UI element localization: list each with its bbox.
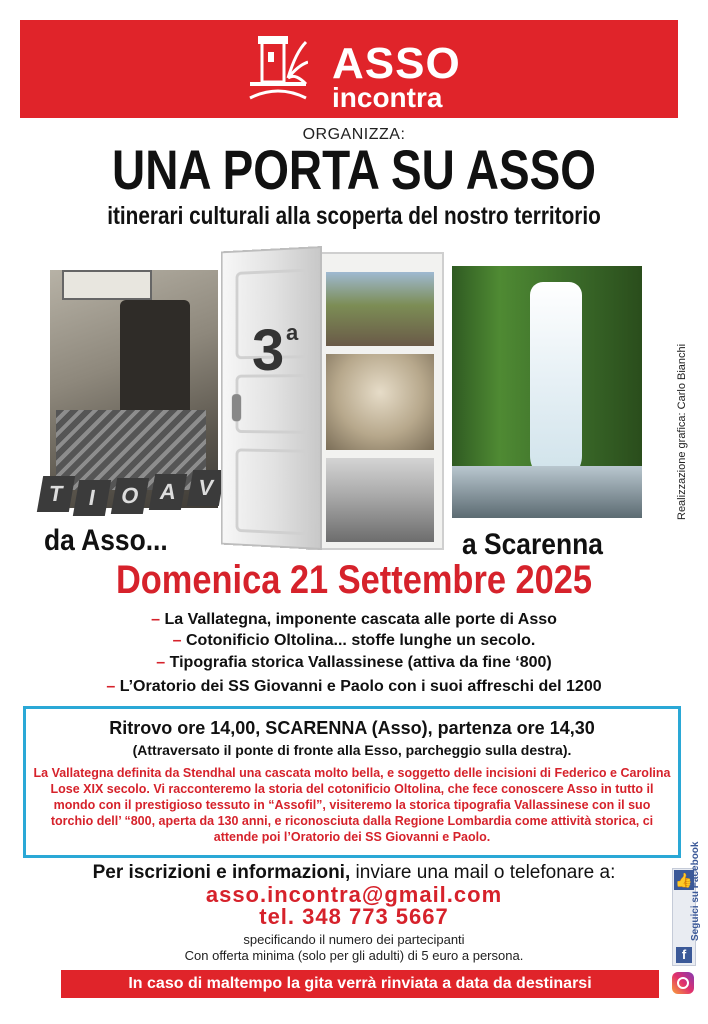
open-door [221,246,322,550]
route-to: a Scarenna [462,528,603,561]
facebook-follow-badge[interactable] [672,841,701,966]
type-blocks [40,470,230,520]
event-date: Domenica 21 Settembre 2025 [115,558,593,602]
itinerary-item: – La Vallategna, imponente cascata alle porte di Asso [151,611,557,628]
tower-logo-icon [248,28,308,112]
contact-phone[interactable]: tel. 348 773 5667 [259,904,449,929]
brand-name: ASSO [332,39,461,88]
graphic-credit: Realizzazione grafica: Carlo Bianchi [676,343,688,520]
weather-notice: In caso di maltempo la gita verrà rinviata a data da destinarsi [61,970,659,998]
participants-note: specificando il numero dei partecipanti [243,932,465,947]
type-block: A [149,474,187,510]
itinerary-item: – L’Oratorio dei SS Giovanni e Paolo con i suoi affreschi del 1200 [106,678,602,695]
contact-email[interactable]: asso.incontra@gmail.com [205,882,503,907]
meeting-description: La Vallategna definita da Stendhal una cascata molto bella, e soggetto delle incisioni di Federico e Carolina Lose XIX secolo. Vi racconteremo la storia del cotonificio Oltolina, che fece conoscere Asso in tutto il mondo con il prestigioso tessuto in “Assofil”, visiteremo la storica tipografia Vallassinese con il suo torchio dell’ “800, aperta da 130 anni, e riconosciuta dalla Regione Lombardia come attività storica, ci attende poi l’Oratorio dei SS Giovanni e Paolo. [33,766,671,844]
itinerary-item: – Tipografia storica Vallassinese (attiva da fine ‘800) [156,654,552,671]
header-banner [20,20,678,118]
instagram-icon[interactable] [672,972,694,994]
waterfall-photo [452,266,642,518]
type-block: T [37,476,75,512]
organizer-label: ORGANIZZA: [302,126,406,143]
facebook-label: Seguici su Facebook [690,841,701,941]
route-from: da Asso... [44,524,168,557]
meeting-directions: (Attraversato il ponte di fronte alla Esso, parcheggio sulla destra). [132,742,572,758]
edition-number: 3 [252,318,285,383]
type-block: O [111,478,149,514]
brand-tagline: incontra [332,82,443,113]
contact-intro: Per iscrizioni e informazioni, inviare una mail o telefonare a: [92,862,616,883]
chapel-exterior-photo [326,272,434,346]
fee-note: Con offerta minima (solo per gli adulti) di 5 euro a persona. [184,948,524,963]
edition-suffix: a [286,320,299,345]
page-subtitle: itinerari culturali alla scoperta del nostro territorio [107,202,601,230]
type-block: I [73,480,111,516]
meeting-info-box [23,706,681,858]
type-block: V [187,470,225,506]
chapel-interior-photo [326,354,434,450]
thumbs-up-icon: 👍 [675,872,693,888]
cotton-mill-photo [326,458,434,542]
meeting-time: Ritrovo ore 14,00, SCARENNA (Asso), partenza ore 14,30 [109,718,595,738]
page-title: UNA PORTA SU ASSO [112,138,596,201]
itinerary-item: – Cotonificio Oltolina... stoffe lunghe un secolo. [172,632,536,649]
facebook-icon: f [676,947,692,963]
